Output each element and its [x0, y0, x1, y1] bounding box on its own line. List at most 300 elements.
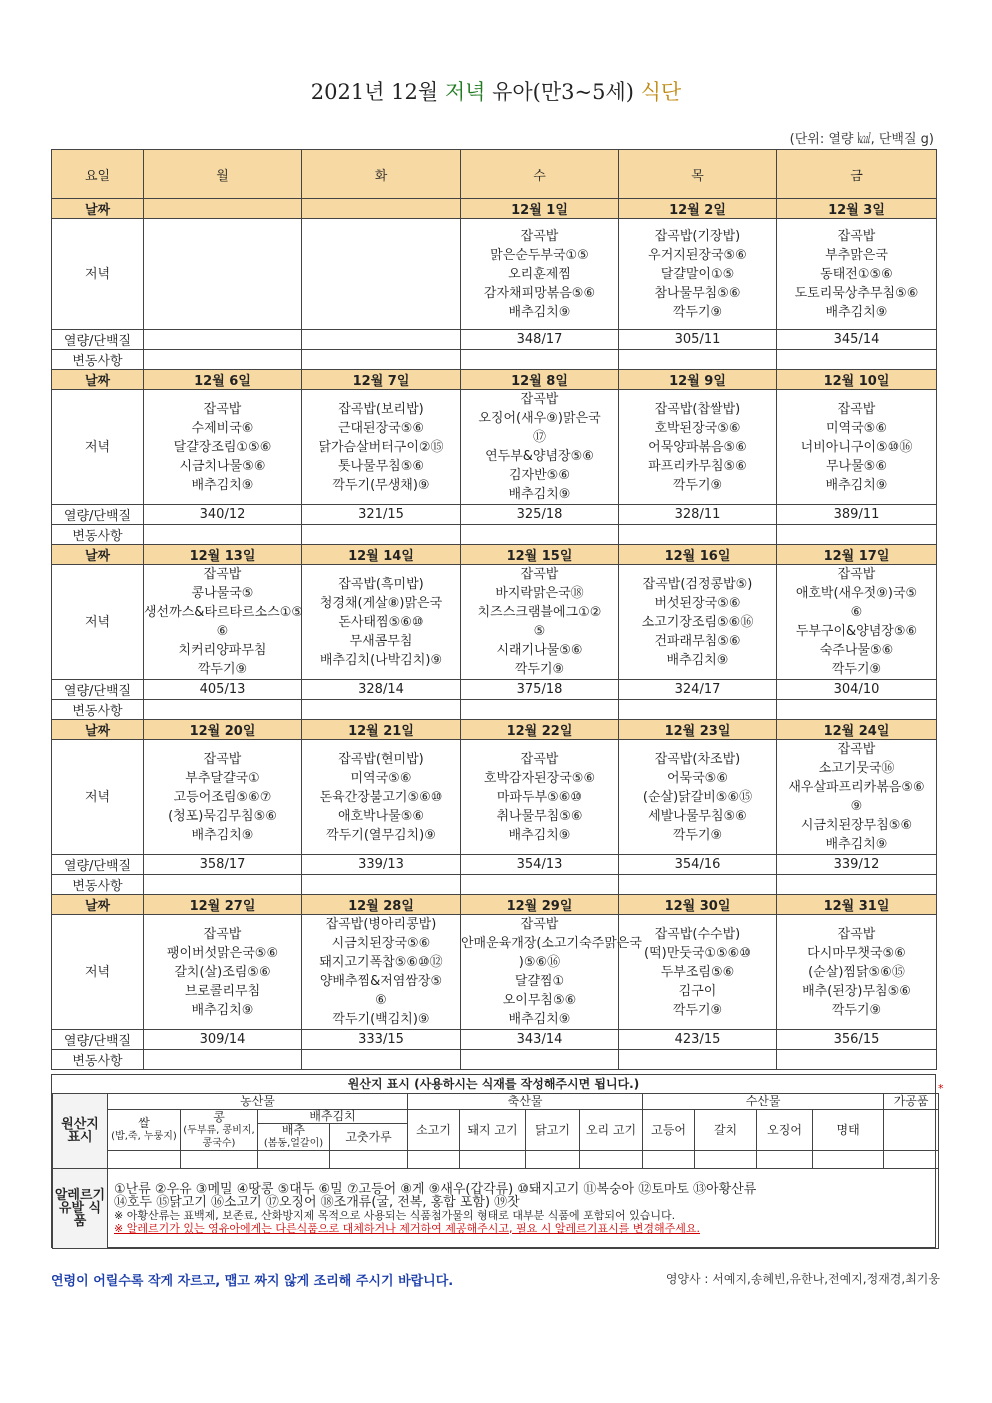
menu-cell	[461, 219, 619, 330]
change-cell[interactable]	[619, 700, 777, 720]
kcal-cell: 339/12	[777, 855, 937, 875]
date-cell: 12월 1일	[461, 199, 619, 219]
origin-mackerel: 고등어	[643, 1110, 695, 1151]
dish-item: 감자채피망볶음⑤⑥	[483, 285, 596, 301]
dish-item: 달걀장조림①⑤⑥	[173, 439, 272, 455]
menu-cell	[619, 390, 777, 505]
origin-label: 원산지 표시	[53, 1094, 108, 1169]
menu-cell	[777, 565, 937, 680]
dish-item: 잡곡밥(현미밥)	[338, 751, 424, 767]
date-row	[52, 370, 937, 390]
header-wed: 수	[461, 150, 619, 199]
change-cell[interactable]	[619, 875, 777, 895]
origin-input-processed[interactable]	[884, 1151, 939, 1169]
kcal-cell: 356/15	[777, 1030, 937, 1050]
dish-item: 갈치(살)조림⑤⑥	[174, 964, 271, 980]
menu-cell	[144, 915, 302, 1030]
dish-item: 배추김치⑨	[825, 837, 888, 852]
dish-item: )⑤⑥⑯	[518, 955, 561, 970]
menu-cell	[302, 219, 461, 330]
dish-item: ⑨	[850, 799, 863, 814]
menu-table	[51, 149, 937, 1070]
dish-item: 두부조림⑤⑥	[660, 964, 735, 980]
dish-item: 배추김치⑨	[508, 304, 571, 320]
menu-cell	[461, 390, 619, 505]
change-cell[interactable]	[144, 875, 302, 895]
date-cell	[302, 199, 461, 219]
dish-item: 생선까스&타르타르소스①⑤	[144, 605, 304, 620]
dish-item: ⑰	[532, 430, 546, 445]
dish-item: 잡곡밥	[520, 567, 559, 582]
origin-kimchi: 배추김치	[258, 1110, 408, 1124]
origin-allergy-box	[51, 1074, 936, 1248]
title-dinner: 저녁	[444, 80, 486, 104]
kcal-row	[52, 505, 937, 525]
change-cell[interactable]	[461, 700, 619, 720]
date-cell: 12월 24일	[777, 720, 937, 740]
dish-item: 오이무침⑤⑥	[502, 993, 577, 1008]
dish-item: ⑥	[216, 624, 229, 639]
dish-item: 도토리묵상추무침⑤⑥	[794, 285, 919, 301]
dish-item: 달걀찜①	[514, 974, 565, 989]
kcal-cell	[302, 330, 461, 350]
dish-item: 잡곡밥(병아리콩밥)	[325, 917, 437, 932]
group-livestock: 축산물	[408, 1094, 643, 1110]
origin-pollock: 명태	[813, 1110, 884, 1151]
menu-cell	[302, 565, 461, 680]
dish-item: 깍두기⑨	[831, 662, 882, 677]
change-cell[interactable]	[302, 350, 461, 370]
header-fri: 금	[777, 150, 937, 199]
dish-item: 잡곡밥(차조밥)	[654, 751, 741, 767]
dish-item: 돼지고기폭찹⑤⑥⑩⑫	[319, 955, 443, 970]
change-cell[interactable]	[619, 1050, 777, 1070]
menu-cell	[777, 390, 937, 505]
dish-item: 파프리카무침⑤⑥	[648, 458, 747, 474]
origin-input-rice[interactable]	[108, 1151, 181, 1169]
date-label: 날짜	[52, 545, 144, 565]
dish-item: 잡곡밥	[837, 742, 876, 757]
dish-item: 어묵국⑤⑥	[667, 770, 728, 786]
change-cell[interactable]	[302, 700, 461, 720]
dish-item: 애호박(새우젓⑨)국⑤	[795, 586, 918, 601]
dinner-row	[52, 219, 937, 330]
dish-item: ⑤	[533, 624, 546, 639]
dish-item: ⑥	[375, 993, 387, 1008]
date-cell: 12월 21일	[302, 720, 461, 740]
title-menu: 식단	[640, 80, 682, 104]
dish-item: 브로콜리무침	[184, 983, 261, 999]
group-processed: 가공품	[884, 1094, 939, 1110]
dish-item: (떡)만둣국①⑤⑥⑩	[644, 945, 751, 961]
origin-squid: 오징어	[757, 1110, 813, 1151]
date-cell: 12월 2일	[619, 199, 777, 219]
origin-input-pollock[interactable]	[813, 1151, 884, 1169]
dish-item: 수제비국⑥	[191, 420, 254, 436]
change-cell[interactable]	[144, 350, 302, 370]
kcal-row	[52, 1030, 937, 1050]
menu-cell	[144, 740, 302, 855]
group-farm: 농산물	[108, 1094, 408, 1110]
dish-item: 동태전①⑤⑥	[820, 266, 893, 282]
dish-item: 배추김치⑨	[191, 477, 254, 493]
date-cell: 12월 30일	[619, 895, 777, 915]
origin-bean: 콩 (두부류, 콩비지,콩국수)	[181, 1110, 258, 1151]
origin-heading: 원산지 표시 (사용하시는 식재를 작성해주시면 됩니다.)	[52, 1075, 935, 1094]
date-cell: 12월 6일	[144, 370, 302, 390]
allergy-warning: ※ 알레르기가 있는 영유아에게는 다른식품으로 대체하거나 제거하여 제공해주시고, 필요 시 알레르기표시를 변경해주세요.	[114, 1221, 700, 1235]
dish-item: 무새콤무침	[349, 633, 413, 649]
menu-cell	[619, 740, 777, 855]
dish-item: 시금치된장국⑤⑥	[331, 936, 431, 951]
dish-item: 세발나물무침⑤⑥	[648, 808, 747, 824]
date-cell: 12월 3일	[777, 199, 937, 219]
date-label: 날짜	[52, 895, 144, 915]
change-cell[interactable]	[777, 875, 937, 895]
dish-item: 깍두기⑨	[514, 662, 565, 677]
kcal-cell: 405/13	[144, 680, 302, 700]
kcal-label: 열량/단백질	[52, 505, 144, 525]
header-row	[52, 150, 937, 199]
dish-item: 바지락맑은국⑱	[495, 586, 584, 601]
change-cell[interactable]	[144, 525, 302, 545]
allergy-line-1: ①난류 ②우유 ③메밀 ④땅콩 ⑤대두 ⑥밀 ⑦고등어 ⑧게 ⑨새우(갑각류) ⑩돼지고기 ⑪복숭아 ⑫토마토 ⑬아황산류	[114, 1181, 757, 1197]
change-cell[interactable]	[302, 875, 461, 895]
menu-cell	[144, 219, 302, 330]
dinner-label: 저녁	[52, 390, 144, 505]
change-cell[interactable]	[461, 525, 619, 545]
dish-item: 건파래무침⑤⑥	[654, 633, 741, 649]
dish-item: 깍두기⑨	[831, 1002, 882, 1018]
menu-cell	[461, 565, 619, 680]
allergy-line-3: ※ 아황산류는 표백제, 보존료, 산화방지제 목적으로 사용되는 식품첨가물의 형태로 대부분 식품에 포함되어 있습니다.	[114, 1208, 676, 1222]
date-cell: 12월 28일	[302, 895, 461, 915]
dish-item: 두부구이&양념장⑤⑥	[795, 624, 918, 639]
dish-item: 잡곡밥	[520, 751, 559, 767]
dish-item: 새우살파프리카볶음⑤⑥	[788, 780, 925, 795]
kcal-row	[52, 855, 937, 875]
dish-item: 잡곡밥(찹쌀밥)	[654, 401, 741, 417]
change-cell[interactable]	[461, 350, 619, 370]
dish-item: 톳나물무침⑤⑥	[337, 458, 425, 474]
dish-item: 배추김치⑨	[508, 827, 571, 843]
dish-item: 잡곡밥(기장밥)	[654, 228, 741, 244]
date-cell: 12월 13일	[144, 545, 302, 565]
dish-item: 너비아니구이⑤⑩⑯	[800, 439, 913, 455]
change-cell[interactable]	[302, 1050, 461, 1070]
dish-item: 배추김치⑨	[191, 827, 254, 843]
dish-item: 맑은순두부국①⑤	[490, 247, 589, 263]
title-prefix: 2021년 12월	[310, 80, 445, 104]
origin-cabbage: 배추 (봄동,얼갈이)	[258, 1124, 330, 1151]
origin-beef: 소고기	[408, 1110, 460, 1151]
menu-cell	[619, 915, 777, 1030]
dish-item: 잡곡밥	[203, 401, 242, 417]
date-label: 날짜	[52, 720, 144, 740]
dish-item: 깍두기(무생채)⑨	[332, 477, 430, 493]
change-cell[interactable]	[461, 875, 619, 895]
date-cell: 12월 14일	[302, 545, 461, 565]
menu-cell	[461, 740, 619, 855]
dish-item: 김구이	[678, 983, 717, 999]
date-cell: 12월 22일	[461, 720, 619, 740]
kcal-cell: 325/18	[461, 505, 619, 525]
origin-pork: 돼지 고기	[460, 1110, 526, 1151]
dish-item: (순살)닭갈비⑤⑥⑮	[642, 789, 753, 805]
dish-item: 잡곡밥(검정콩밥⑤)	[642, 576, 753, 592]
date-cell: 12월 17일	[777, 545, 937, 565]
dish-item: 배추김치⑨	[508, 487, 571, 502]
origin-input-chili[interactable]	[330, 1151, 408, 1169]
kcal-cell: 324/17	[619, 680, 777, 700]
kcal-cell: 305/11	[619, 330, 777, 350]
kcal-cell: 339/13	[302, 855, 461, 875]
kcal-cell: 304/10	[777, 680, 937, 700]
dish-item: 우거지된장국⑤⑥	[648, 247, 747, 263]
dish-item: 연두부&양념장⑤⑥	[485, 449, 594, 464]
dish-item: 안매운육개장(소고기숙주맑은국	[461, 936, 642, 951]
kcal-cell: 354/13	[461, 855, 619, 875]
dinner-label: 저녁	[52, 915, 144, 1030]
kcal-row	[52, 680, 937, 700]
dish-item: 잡곡밥	[203, 567, 242, 582]
dish-item: 취나물무침⑤⑥	[496, 808, 583, 824]
kcal-label: 열량/단백질	[52, 680, 144, 700]
kcal-label: 열량/단백질	[52, 1030, 144, 1050]
change-row	[52, 700, 937, 720]
dish-item: 깍두기(열무김치)⑨	[326, 827, 436, 843]
change-cell[interactable]	[461, 1050, 619, 1070]
origin-table	[52, 1093, 939, 1249]
dish-item: 부추맑은국	[825, 247, 888, 263]
change-cell[interactable]	[777, 350, 937, 370]
change-cell[interactable]	[302, 525, 461, 545]
dish-item: 어묵양파볶음⑤⑥	[648, 439, 747, 455]
dish-item: 치즈스크램블에그①②	[477, 605, 602, 620]
unit-note: (단위: 열량 ㎉, 단백질 g)	[789, 132, 934, 147]
menu-cell	[619, 565, 777, 680]
date-cell: 12월 10일	[777, 370, 937, 390]
dish-item: 잡곡밥	[520, 228, 559, 244]
page-title	[0, 76, 992, 106]
dish-item: 잡곡밥	[520, 917, 559, 932]
dinner-row	[52, 915, 937, 1030]
dish-item: 배추(된장)무침⑤⑥	[802, 983, 911, 999]
dish-item: 배추김치⑨	[508, 1012, 571, 1027]
change-cell[interactable]	[777, 700, 937, 720]
dish-item: 숙주나물⑤⑥	[819, 643, 894, 658]
dinner-row	[52, 390, 937, 505]
dish-item: 잡곡밥(보리밥)	[338, 401, 424, 417]
date-cell: 12월 9일	[619, 370, 777, 390]
date-cell: 12월 15일	[461, 545, 619, 565]
origin-processed-cell[interactable]	[884, 1110, 939, 1151]
kcal-cell: 389/11	[777, 505, 937, 525]
change-cell[interactable]	[777, 1050, 937, 1070]
menu-cell	[302, 915, 461, 1030]
change-cell[interactable]	[144, 700, 302, 720]
origin-duck: 오리 고기	[580, 1110, 643, 1151]
date-cell: 12월 20일	[144, 720, 302, 740]
origin-hairtail: 갈치	[695, 1110, 757, 1151]
kcal-label: 열량/단백질	[52, 855, 144, 875]
date-row	[52, 720, 937, 740]
menu-cell	[461, 915, 642, 1030]
menu-cell	[144, 565, 302, 680]
change-label: 변동사항	[52, 700, 144, 720]
dish-item: 무나물⑤⑥	[826, 458, 887, 474]
change-cell[interactable]	[619, 350, 777, 370]
date-cell: 12월 23일	[619, 720, 777, 740]
menu-cell	[777, 915, 937, 1030]
dish-item: 애호박나물⑤⑥	[337, 808, 425, 824]
dish-item: 버섯된장국⑤⑥	[654, 595, 741, 611]
dish-item: 돈사태찜⑤⑥⑩	[338, 614, 424, 630]
dish-item: 미역국⑤⑥	[350, 770, 412, 786]
date-cell: 12월 31일	[777, 895, 937, 915]
kcal-cell: 345/14	[777, 330, 937, 350]
dish-item: 김자반⑤⑥	[509, 468, 570, 483]
kcal-cell: 423/15	[619, 1030, 777, 1050]
origin-input-chicken[interactable]	[526, 1151, 580, 1169]
origin-input-duck[interactable]	[580, 1151, 643, 1169]
dish-item: 호박된장국⑤⑥	[654, 420, 741, 436]
date-row	[52, 545, 937, 565]
date-cell: 12월 8일	[461, 370, 619, 390]
kcal-cell: 333/15	[302, 1030, 461, 1050]
menu-cell	[777, 219, 937, 330]
title-mid: 유아(만3~5세)	[485, 80, 641, 104]
dish-item: 치커리양파무침	[178, 643, 267, 658]
dish-item: 시래기나물⑤⑥	[496, 643, 583, 658]
origin-chili: 고춧가루	[330, 1124, 408, 1151]
change-label: 변동사항	[52, 1050, 144, 1070]
dish-item: 부추달걀국①	[185, 770, 260, 786]
dinner-label: 저녁	[52, 740, 144, 855]
header-day: 요일	[52, 150, 144, 199]
kcal-cell: 328/14	[302, 680, 461, 700]
origin-rice: 쌀 (밥,죽, 누룽지)	[108, 1110, 181, 1151]
menu-cell	[302, 740, 461, 855]
dish-item: 잡곡밥(수수밥)	[654, 926, 741, 942]
origin-chicken: 닭고기	[526, 1110, 580, 1151]
dinner-label: 저녁	[52, 565, 144, 680]
dish-item: 호박감자된장국⑤⑥	[483, 770, 596, 786]
date-label: 날짜	[52, 370, 144, 390]
change-cell[interactable]	[777, 525, 937, 545]
menu-cell	[144, 390, 302, 505]
change-cell[interactable]	[619, 525, 777, 545]
origin-input-cabbage[interactable]	[258, 1151, 330, 1169]
dish-item: 잡곡밥(흑미밥)	[338, 576, 424, 592]
date-row	[52, 199, 937, 219]
kcal-cell: 321/15	[302, 505, 461, 525]
kcal-cell	[144, 330, 302, 350]
origin-input-mackerel[interactable]	[643, 1151, 695, 1169]
date-row	[52, 895, 937, 915]
change-label: 변동사항	[52, 525, 144, 545]
origin-input-hairtail[interactable]	[695, 1151, 757, 1169]
dish-item: 잡곡밥	[203, 751, 242, 767]
header-thu: 목	[619, 150, 777, 199]
dish-item: 잡곡밥	[837, 228, 876, 244]
dish-item: 잡곡밥	[837, 401, 876, 417]
kcal-cell: 354/16	[619, 855, 777, 875]
origin-input-pork[interactable]	[460, 1151, 526, 1169]
dish-item: 깍두기⑨	[672, 304, 723, 320]
dish-item: 오리훈제찜	[508, 266, 571, 282]
dish-item: 배추김치⑨	[825, 304, 888, 320]
dish-item: 잡곡밥	[203, 926, 242, 942]
dish-item: 잡곡밥	[520, 392, 559, 407]
kcal-cell: 358/17	[144, 855, 302, 875]
dish-item: 팽이버섯맑은국⑤⑥	[166, 945, 279, 961]
group-fish: 수산물	[643, 1094, 884, 1110]
dish-item: 다시마무챗국⑤⑥	[807, 945, 906, 961]
menu-cell	[619, 219, 777, 330]
dish-item: 소고기뭇국⑯	[818, 761, 895, 776]
allergy-label: 알레르기유발 식품	[53, 1169, 108, 1249]
kcal-row	[52, 330, 937, 350]
dish-item: 잡곡밥	[837, 926, 876, 942]
dietitian-list: 영양사 : 서예지,송혜빈,유한나,전예지,정재경,최기웅	[665, 1272, 940, 1286]
date-cell: 12월 7일	[302, 370, 461, 390]
dish-item: 소고기장조림⑤⑥⑯	[641, 614, 754, 630]
origin-input-bean[interactable]	[181, 1151, 258, 1169]
date-cell: 12월 29일	[461, 895, 619, 915]
change-row	[52, 1050, 937, 1070]
change-label: 변동사항	[52, 875, 144, 895]
dish-item: 깍두기⑨	[197, 662, 248, 677]
kcal-cell: 340/12	[144, 505, 302, 525]
dish-item: (순살)찜닭⑤⑥⑮	[808, 964, 905, 980]
kcal-cell: 309/14	[144, 1030, 302, 1050]
menu-cell	[302, 390, 461, 505]
allergy-text	[108, 1169, 939, 1249]
change-cell[interactable]	[144, 1050, 302, 1070]
kcal-cell: 343/14	[461, 1030, 619, 1050]
dish-item: 근대된장국⑤⑥	[337, 420, 425, 436]
cooking-note: 연령이 어릴수록 작게 자르고, 맵고 짜지 않게 조리해 주시기 바랍니다.	[51, 1274, 454, 1289]
dish-item: 마파두부⑤⑥⑩	[496, 789, 583, 805]
dish-item: 배추김치(나박김치)⑨	[319, 652, 443, 668]
dish-item: 깍두기⑨	[672, 827, 723, 843]
kcal-cell: 375/18	[461, 680, 619, 700]
origin-input-squid[interactable]	[757, 1151, 813, 1169]
allergy-line-2: ⑭호두 ⑮닭고기 ⑯소고기 ⑰오징어 ⑱조개류(굴, 전복, 홍합 포함) ⑲잣	[114, 1194, 520, 1210]
header-mon: 월	[144, 150, 302, 199]
dish-item: 배추김치⑨	[191, 1002, 254, 1018]
dish-item: 참나물무침⑤⑥	[654, 285, 741, 301]
origin-input-beef[interactable]	[408, 1151, 460, 1169]
dinner-label: 저녁	[52, 219, 144, 330]
dinner-row	[52, 740, 937, 855]
dish-item: 돈육간장불고기⑤⑥⑩	[319, 789, 443, 805]
dish-item: 배추김치⑨	[825, 477, 888, 493]
dish-item: ⑥	[850, 605, 863, 620]
dish-item: 깍두기⑨	[672, 477, 723, 493]
dish-item: (청포)묵김무침⑤⑥	[168, 808, 277, 824]
date-cell	[144, 199, 302, 219]
date-cell: 12월 16일	[619, 545, 777, 565]
kcal-cell: 328/11	[619, 505, 777, 525]
dish-item: 배추김치⑨	[666, 652, 729, 668]
origin-star: *	[938, 1082, 944, 1095]
dish-item: 시금치된장무침⑤⑥	[800, 818, 913, 833]
dish-item: 깍두기(백김치)⑨	[332, 1012, 430, 1027]
dish-item: 닭가슴살버터구이②⑮	[318, 439, 444, 455]
date-label: 날짜	[52, 199, 144, 219]
